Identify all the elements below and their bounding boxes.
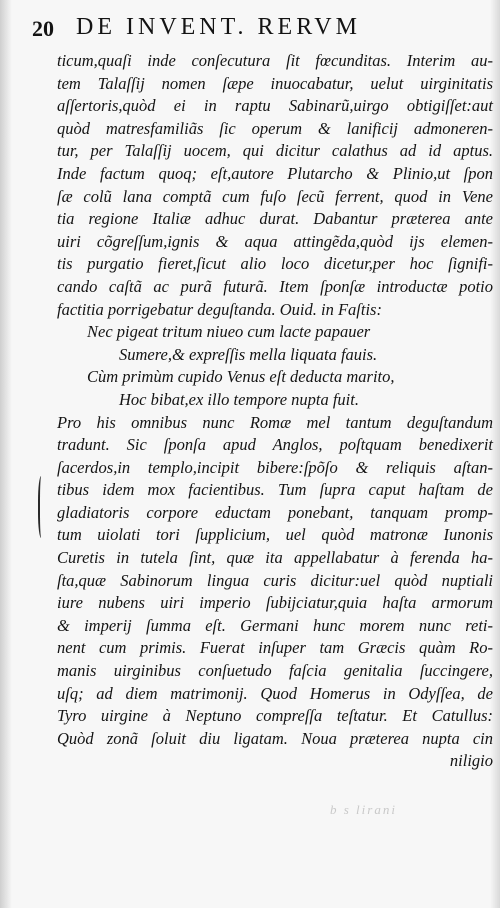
text-line: quòd matresfamiliãs ſic operum & lanificij admoneren- bbox=[57, 118, 493, 138]
verse-line: Nec pigeat tritum niueo cum lacte papauer bbox=[87, 322, 371, 342]
text-line: & imperij ſumma eſt. Germani hunc morem nunc reti- bbox=[57, 615, 493, 635]
page-gutter-shadow bbox=[0, 0, 12, 908]
text-line: Curetis in tutela ſint, quæ ita appellabatur à ferenda ha- bbox=[57, 548, 493, 568]
text-line: ſta,quæ Sabinorum lingua curis dicitur:uel quòd nuptiali bbox=[57, 570, 493, 590]
text-line: tum uiolati tori ſupplicium, uel quòd matronæ Iunonis bbox=[57, 525, 493, 545]
text-line: gladiatoris corpore eductam ponebant, tanquam promp- bbox=[57, 502, 493, 522]
show-through-ghost-text: b s lirani bbox=[330, 802, 397, 817]
verse-line: Sumere,& expreſſis mella liquata fauis. bbox=[119, 344, 378, 364]
text-line: tis purgatio fieret,ſicut alio loco dicetur,per hoc ſignifi- bbox=[57, 254, 493, 274]
text-line: Tyro uirgine à Neptuno compreſſa teſtatur. Et Catullus: bbox=[57, 706, 493, 726]
text-line: tur, per Talaſſij uocem, qui dicitur calathus ad id aptus. bbox=[57, 141, 493, 161]
text-line: uſq; ad diem matrimonij. Quod Homerus in Odyſſea, de bbox=[57, 683, 493, 703]
text-line: cando caſtã ac purã futurã. Item ſponſæ introductæ potio bbox=[57, 276, 493, 296]
text-line: ſæ colũ lana comptã cum fuſo ſecũ ferrent, quod in Vene bbox=[57, 186, 493, 206]
text-line: Inde factum quoq; eſt,autore Plutarcho & Plinio,ut ſpon bbox=[57, 163, 493, 183]
text-line: ſacerdos,in templo,incipit bibere:ſpõſo & reliquis aſtan- bbox=[57, 457, 493, 477]
text-line: aſſertoris,quòd ei in raptu Sabinarũ,uirgo obtigiſſet:aut bbox=[57, 96, 493, 116]
text-line: iure nubens uiri imperio ſubijciatur,quia haſta armorum bbox=[57, 593, 493, 613]
text-line: tem Talaſſij nomen ſæpe inuocabatur, uelut uirginitatis bbox=[57, 73, 493, 93]
catchword: niligio bbox=[449, 751, 493, 771]
verse-line: Hoc bibat,ex illo tempore nupta fuit. bbox=[119, 389, 359, 409]
text-line: tia regione Italiæ adhuc durat. Dabantur præterea ante bbox=[57, 209, 493, 229]
text-line: factitia porrigebatur deguſtanda. Ouid. in Faſtis: bbox=[57, 299, 382, 319]
text-line: tradunt. Sic ſponſa apud Anglos, poſtquam benedixerit bbox=[57, 435, 493, 455]
body-text bbox=[57, 50, 493, 773]
verse-line: Cùm primùm cupido Venus eſt deducta marito, bbox=[87, 367, 395, 387]
text-line: Pro his omnibus nunc Romæ mel tantum deguſtandum bbox=[57, 412, 493, 432]
text-line: uiri cõgreſſum,ignis & aqua attingẽda,quòd ijs elemen- bbox=[57, 231, 493, 251]
margin-bracket-mark bbox=[38, 476, 46, 538]
page-number: 20 bbox=[32, 16, 54, 41]
running-head: DE INVENT. RERVM bbox=[76, 14, 361, 40]
text-line: ticum,quaſi inde conſecutura ſit fœcunditas. Interim au- bbox=[57, 51, 493, 70]
text-line: manis uirginibus conſuetudo faſcia genitalia ſuccingere, bbox=[57, 661, 493, 681]
page-header bbox=[28, 10, 494, 44]
text-line: nent cum primis. Fuerat inſuper tam Græcis quàm Ro- bbox=[57, 638, 493, 658]
text-line: Quòd zonã ſoluit diu ligatam. Noua præterea nupta cin bbox=[57, 728, 493, 748]
text-line: tibus idem mox facientibus. Tum ſupra caput haſtam de bbox=[57, 480, 493, 500]
